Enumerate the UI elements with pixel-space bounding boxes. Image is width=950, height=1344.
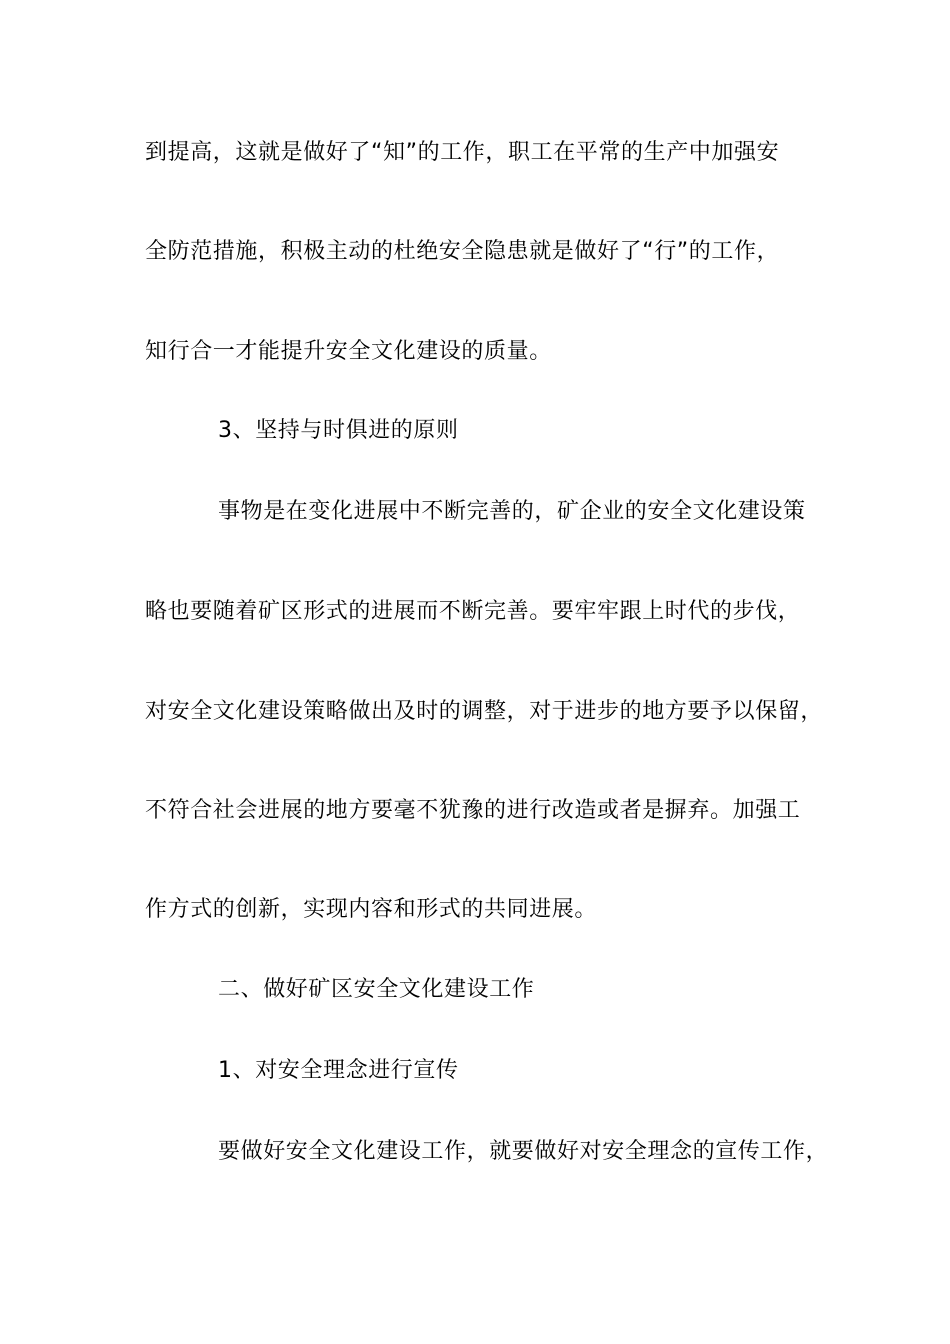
paragraph-line: 到提高，这就是做好了“知”的工作，职工在平常的生产中加强安 [145,140,780,165]
paragraph-line: 全防范措施，积极主动的杜绝安全隐患就是做好了“行”的工作， [145,239,780,264]
section-heading: 3、坚持与时俱进的原则 [218,418,459,443]
paragraph-line: 事物是在变化进展中不断完善的，矿企业的安全文化建设策 [218,499,806,524]
section-heading: 1、对安全理念进行宣传 [218,1058,459,1083]
paragraph-line: 不符合社会进展的地方要毫不犹豫的进行改造或者是摒弃。加强工 [145,798,801,823]
chapter-heading: 二、做好矿区安全文化建设工作 [218,977,535,1002]
paragraph-line: 对安全文化建设策略做出及时的调整，对于进步的地方要予以保留， [145,699,824,724]
paragraph-line: 要做好安全文化建设工作，就要做好对安全理念的宣传工作， [218,1139,829,1164]
paragraph-line: 知行合一才能提升安全文化建设的质量。 [145,339,552,364]
paragraph-line: 作方式的创新，实现内容和形式的共同进展。 [145,897,598,922]
paragraph-line: 略也要随着矿区形式的进展而不断完善。要牢牢跟上时代的步伐， [145,599,801,624]
